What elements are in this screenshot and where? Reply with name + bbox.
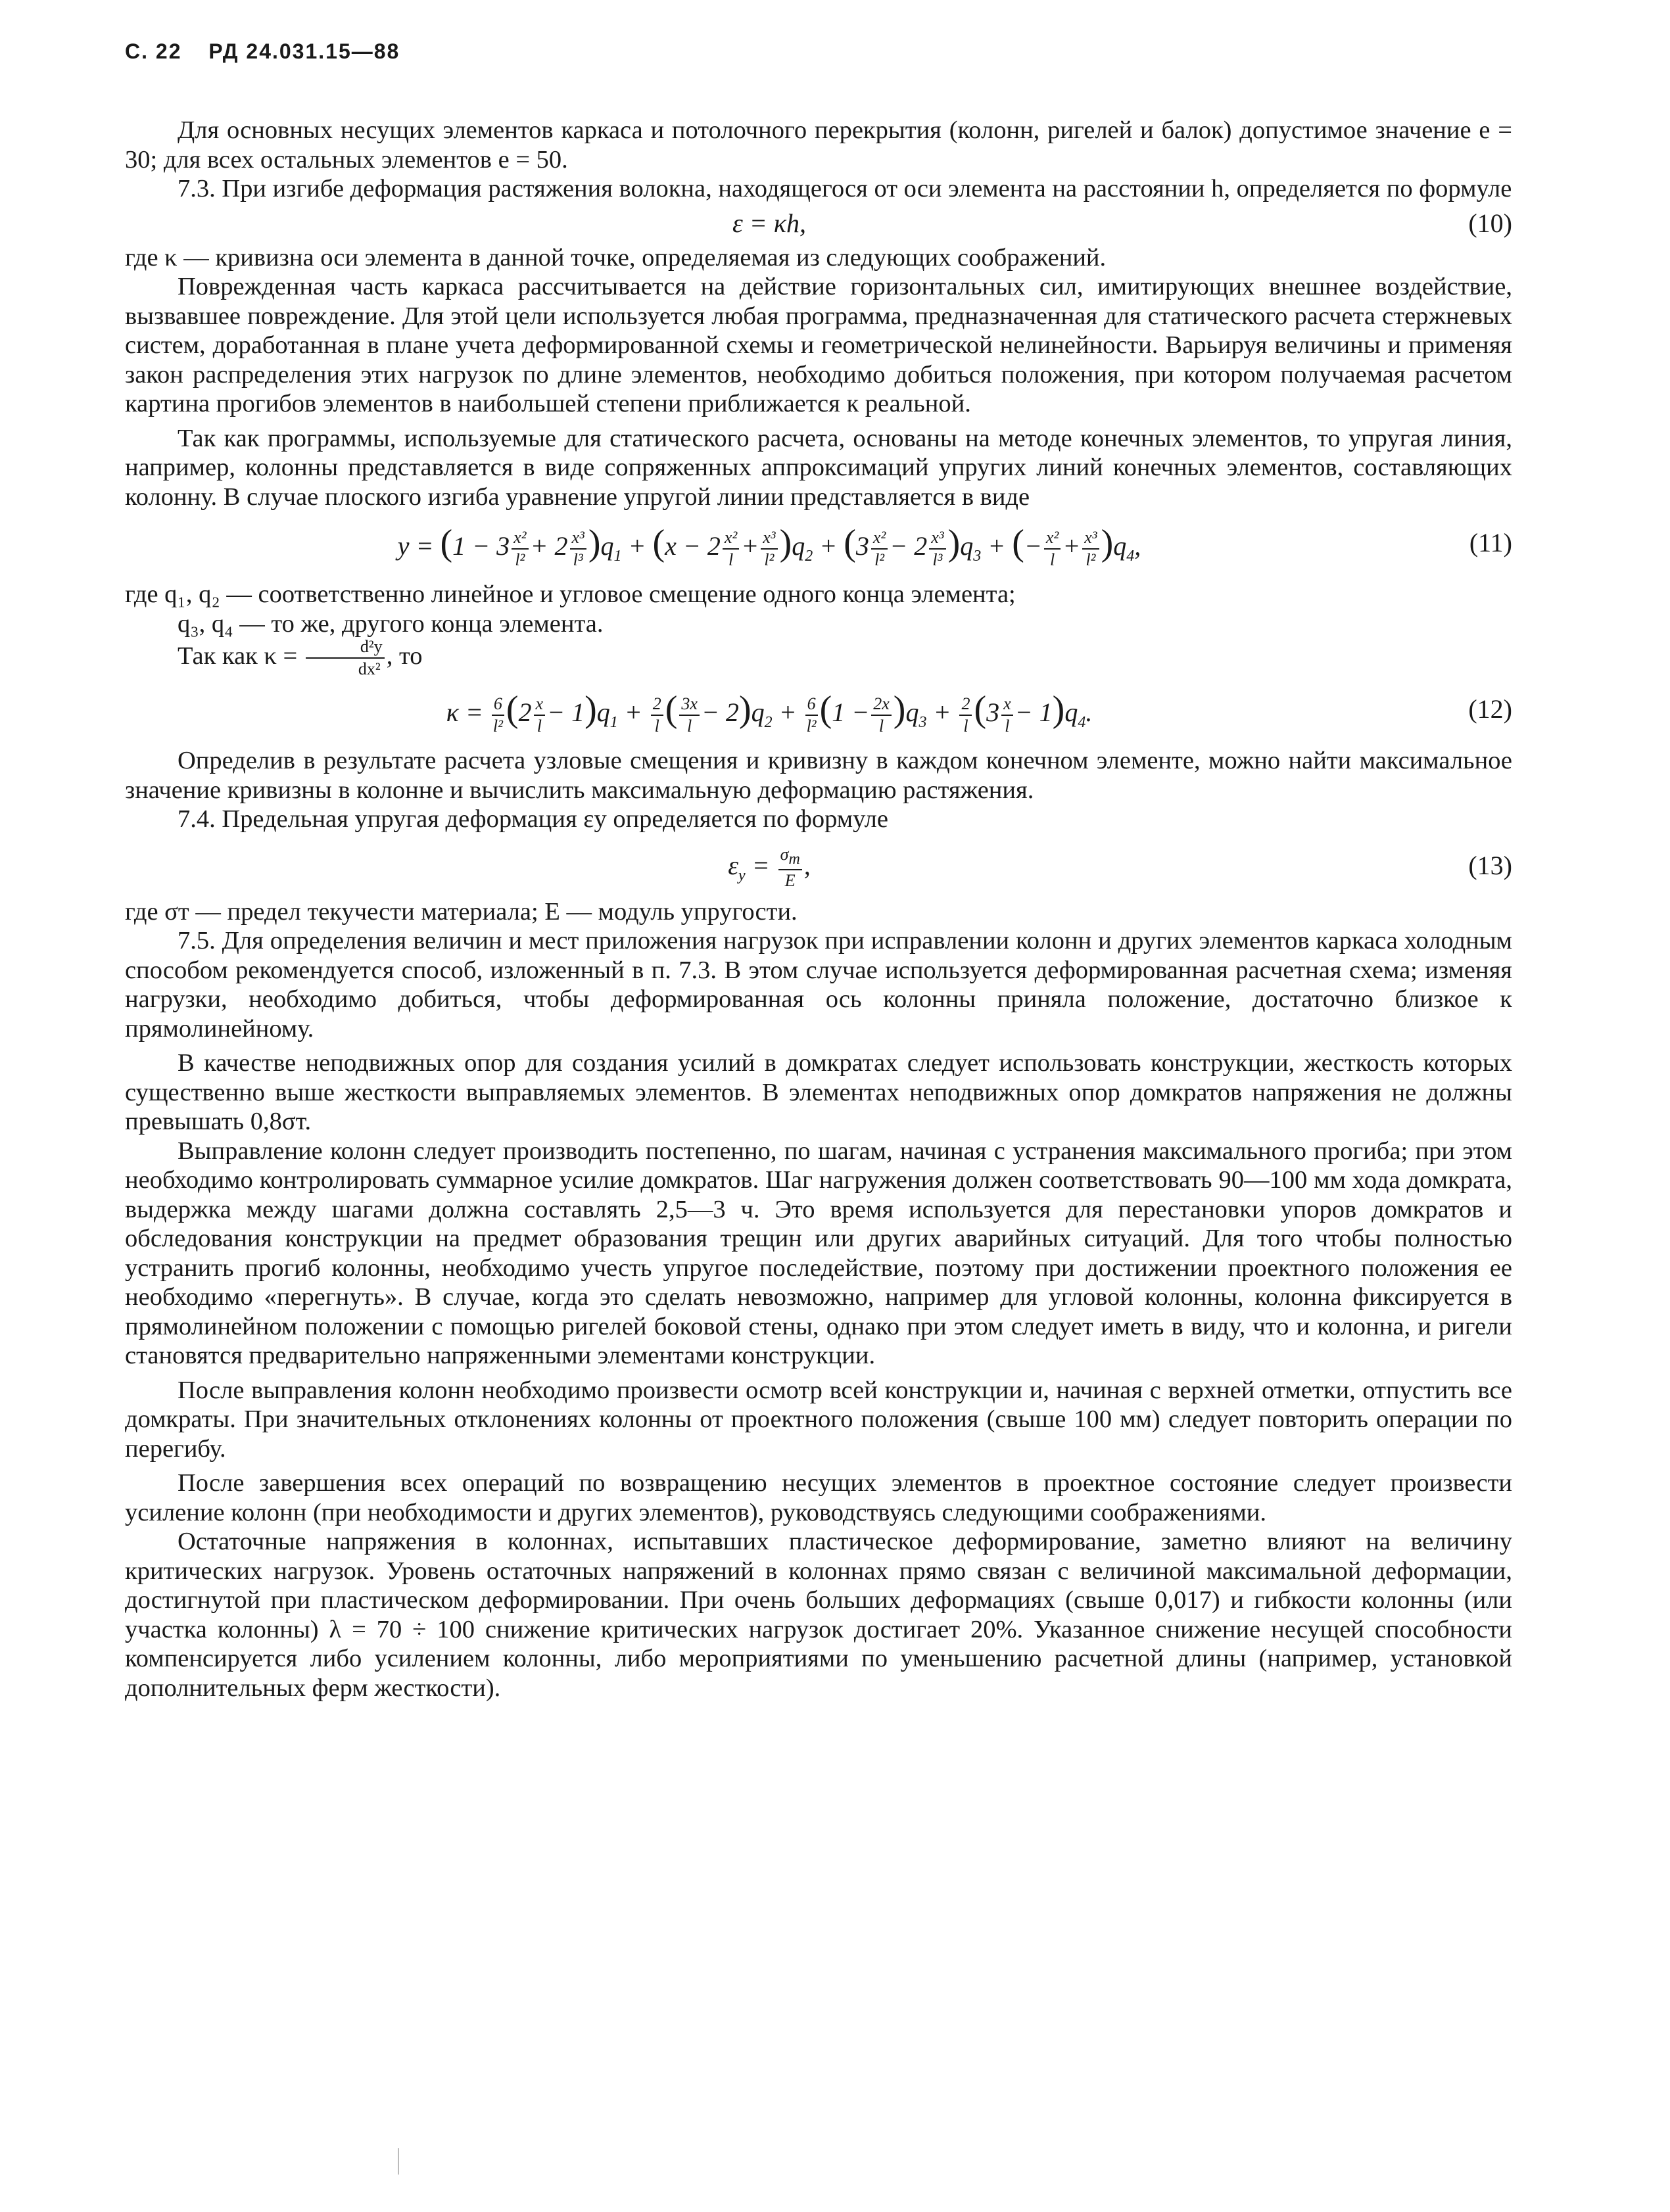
equation-11 <box>125 511 1512 575</box>
equation-10 <box>125 204 1512 243</box>
kappa-numerator: d²y <box>306 638 385 659</box>
kappa-suffix: , то <box>386 642 423 670</box>
document-code: РД 24.031.15—88 <box>208 39 400 63</box>
equation-body: y = (1 − 3 $\frac{\text{x²}}{\text{l²}}$ + 2 $\frac{\text{x³}}{\text{l³}}$ )$q_1 + (x - 2$ $\frac{\text{x²}}{l}$ + $\frac{\text{x³}}{\text{l²}}$ )$q_2 + (3$ $\frac{\text{x²}}{\text{l²}}$ − 2 $\frac{\text{x³}}{\text{l³}}$ )$q_3$ + (− $\frac{\text{x²}}{l}$ + $\frac{\text{x³}}{\text{l²}}$ )$q_4$, <box>397 523 1141 569</box>
equation-number: (11) <box>1469 528 1512 557</box>
page-number: С. 22 <box>125 39 182 63</box>
paragraph <box>125 638 1512 678</box>
paragraph: После завершения всех операций по возвращению несущих элементов в проектное состояние следует произвести усиление колонн (при необходимости и других элементов), руководствуясь следующими соображениями. <box>125 1469 1512 1526</box>
paragraph: 7.5. Для определения величин и мест приложения нагрузок при исправлении колонн и других элементов каркаса холодным способом рекомендуется способ, изложенный в п. 7.3. В этом случае используется деформированная расчетная схема; изменяя нагрузки, необходимо добиться, чтобы деформированная ось колонны приняла положение, достаточно близкое к прямолинейному. <box>125 927 1512 1043</box>
kappa-fraction <box>306 638 385 678</box>
paragraph: Определив в результате расчета узловые смещения и кривизну в каждом конечном элементе, можно найти максимальное значение кривизны в колонне и вычислить максимальную деформацию растяжения. <box>125 747 1512 804</box>
equation-13 <box>125 834 1512 897</box>
paragraph: Так как программы, используемые для статического расчета, основаны на методе конечных элементов, то упругая линия, например, колонны представляется в виде сопряженных аппроксимаций упругих линий конечных элементов, составляющих колонну. В случае плоского изгиба уравнение упругой линии представляется в виде <box>125 424 1512 511</box>
paragraph: Остаточные напряжения в колоннах, испытавших пластическое деформирование, заметно влияют на величину критических нагрузок. Уровень остаточных напряжений в колоннах прямо связан с величиной максимальной деформации, достигнутой при пластическом деформировании. При очень больших деформациях (свыше 0,017) и гибкости колонны (или участка колонны) λ = 70 ÷ 100 снижение критических нагрузок достигает 20%. Указанное снижение несущей способности компенсируется либо усилением колонны, либо мероприятиями по уменьшению расчетной длины (например, установкой дополнительных ферм жесткости). <box>125 1528 1512 1702</box>
equation-body: κ = $\frac{6}{\text{l²}}$ (2 $\frac{x}{l}$ − $1)q_1$ + $\frac{2}{l}$ ( $\frac{3x}{l}$ − $2)q_2$ + $\frac{6}{\text{l²}}$ (1 − $\frac{2x}{l}$ )$q_3$ + $\frac{2}{l}$ (3 $\frac{x}{l}$ − $1)q_4$. <box>446 689 1093 736</box>
kappa-denominator: dx² <box>358 659 381 678</box>
equation-body: ε = κh, <box>732 208 806 238</box>
equation-body: $\varepsilon_у$ = $\frac{\sigma_т}{E}$ , <box>728 845 811 891</box>
paragraph: где q₁, q₂ — соответственно линейное и угловое смещение одного конца элемента; <box>125 580 1016 608</box>
paragraph: Для основных несущих элементов каркаса и потолочного перекрытия (колонн, ригелей и балок) допустимое значение e = 30; для всех остальных элементов e = 50. <box>125 116 1512 174</box>
paragraph: Поврежденная часть каркаса рассчитывается на действие горизонтальных сил, имитирующих внешнее воздействие, вызвавшее повреждение. Для этой цели используется любая программа, предназначенная для статического расчета стержневых систем, доработанная в плане учета деформированной схемы и геометрической нелинейности. Варьируя величины и применяя закон распределения этих нагрузок по длине элементов, необходимо добиться положения, при котором получаемая расчетом картина прогибов элементов в наибольшей степени приближается к реальной. <box>125 273 1512 417</box>
equation-12 <box>125 678 1512 741</box>
paragraph: После выправления колонн необходимо произвести осмотр всей конструкции и, начиная с верхней отметки, отпустить все домкраты. При значительных отклонениях колонны от проектного положения (свыше 100 мм) следует повторить операции по перегибу. <box>125 1376 1512 1463</box>
paragraph: В качестве неподвижных опор для создания усилий в домкратах следует использовать конструкции, жесткость которых существенно выше жесткости выправляемых элементов. В элементах неподвижных опор домкратов напряжения не должны превышать 0,8σт. <box>125 1049 1512 1135</box>
page-header <box>125 39 1512 72</box>
document-page <box>125 39 1512 1703</box>
equation-number: (12) <box>1468 694 1512 724</box>
equation-number: (10) <box>1468 208 1512 238</box>
paragraph: 7.4. Предельная упругая деформация εу определяется по формуле <box>178 805 888 833</box>
paragraph: где κ — кривизна оси элемента в данной точке, определяемая из следующих соображений. <box>125 243 1107 271</box>
scan-mark <box>398 2148 399 2175</box>
equation-number: (13) <box>1468 850 1512 880</box>
paragraph: где σт — предел текучести материала; E — модуль упругости. <box>125 897 798 926</box>
paragraph: Выправление колонн следует производить постепенно, по шагам, начиная с устранения максимального прогиба; при этом необходимо контролировать суммарное усилие домкратов. Шаг нагружения должен соответствовать 90—100 мм хода домкрата, выдержка между шагами должна составлять 2,5—3 ч. Это время используется для перестановки упоров домкратов и обследования конструкции на предмет образования трещин или других аварийных ситуаций. Для того чтобы полностью устранить прогиб колонны, необходимо учесть упругое последействие, поэтому при достижении проектного положения ее необходимо «перегнуть». В случае, когда это сделать невозможно, например для угловой колонны, колонна фиксируется в прямолинейном положении с помощью ригелей боковой стены, однако при этом следует иметь в виду, что и колонна, и ригели становятся предварительно напряженными элементами конструкции. <box>125 1137 1512 1369</box>
kappa-prefix: Так как κ = <box>178 642 298 670</box>
paragraph: 7.3. При изгибе деформация растяжения волокна, находящегося от оси элемента на расстоянии h, определяется по формуле <box>178 175 1512 202</box>
paragraph: q₃, q₄ — то же, другого конца элемента. <box>178 609 604 638</box>
